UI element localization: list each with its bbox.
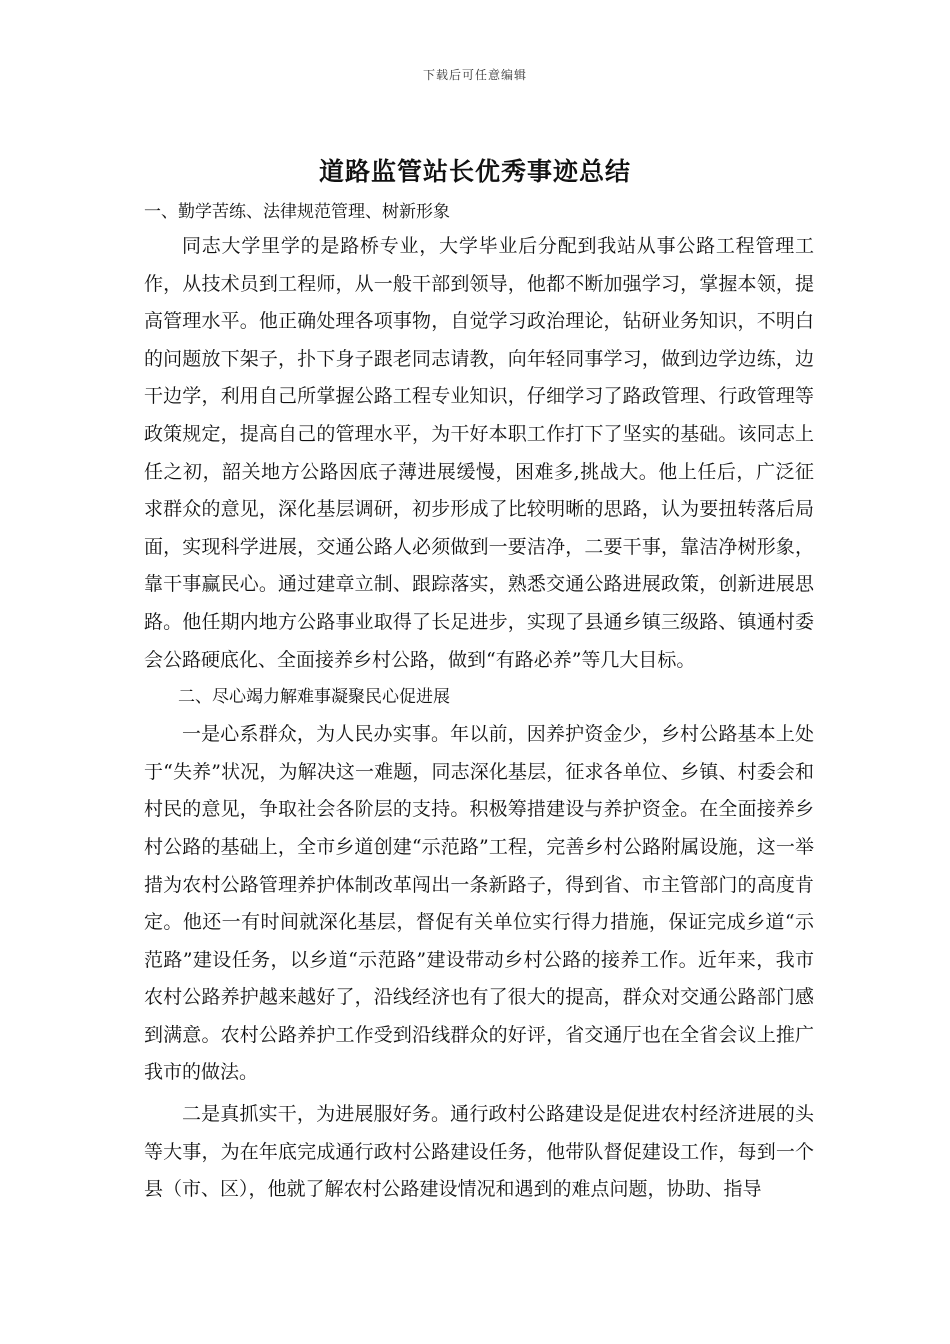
paragraph-3: 二是真抓实干，为进展服好务。通行政村公路建设是促进农村经济进展的头等大事，为在年底完成通行政村公路建设任务，他带队督促建设工作，每到一个县（市、区），他就了解农村公路建设情况和遇到的难点问题，协助、指导 xyxy=(144,1103,814,1201)
document-body xyxy=(144,196,814,1209)
section-heading-2: 二、尽心竭力解难事凝聚民心促进展 xyxy=(178,687,450,708)
paragraph-2: 一是心系群众，为人民办实事。年以前，因养护资金少，乡村公路基本上处于“失养”状况，为解决这一难题，同志深化基层，征求各单位、乡镇、村委会和村民的意见，争取社会各阶层的支持。积极筹措建设与养护资金。在全面接养乡村公路的基础上，全市乡道创建“示范路”工程，完善乡村公路附属设施，这一举措为农村公路管理养护体制改革闯出一条新路子，得到省、市主管部门的高度肯定。他还一有时间就深化基层，督促有关单位实行得力措施，保证完成乡道“示范路”建设任务，以乡道“示范路”建设带动乡村公路的接养工作。近年来，我市农村公路养护越来越好了，沿线经济也有了很大的提高，群众对交通公路部门感到满意。农村公路养护工作受到沿线群众的好评，省交通厅也在全省会议上推广我市的做法。 xyxy=(144,723,814,1084)
header-note: 下载后可任意编辑 xyxy=(422,68,527,82)
paragraph-1: 同志大学里学的是路桥专业，大学毕业后分配到我站从事公路工程管理工作，从技术员到工程师，从一般干部到领导，他都不断加强学习，掌握本领，提高管理水平。他正确处理各项事物，自觉学习政治理论，钻研业务知识，不明白的问题放下架子，扑下身子跟老同志请教，向年轻同事学习，做到边学边练，边干边学，利用自己所掌握公路工程专业知识，仔细学习了路政管理、行政管理等政策规定，提高自己的管理水平，为干好本职工作打下了坚实的基础。该同志上任之初，韶关地方公路因底子薄进展缓慢，困难多,挑战大。他上任后，广泛征求群众的意见，深化基层调研，初步形成了比较明晰的思路，认为要扭转落后局面，实现科学进展，交通公路人必须做到一要洁净，二要干事，靠洁净树形象，靠干事赢民心。通过建章立制、跟踪落实，熟悉交通公路进展政策，创新进展思路。他任期内地方公路事业取得了长足进步，实现了县通乡镇三级路、镇通村委会公路硬底化、全面接养乡村公路，做到“有路必养”等几大目标。 xyxy=(144,235,814,671)
document-title: 道路监管站长优秀事迹总结 xyxy=(318,157,631,186)
section-heading-1: 一、勤学苦练、法律规范管理、树新形象 xyxy=(144,202,450,222)
